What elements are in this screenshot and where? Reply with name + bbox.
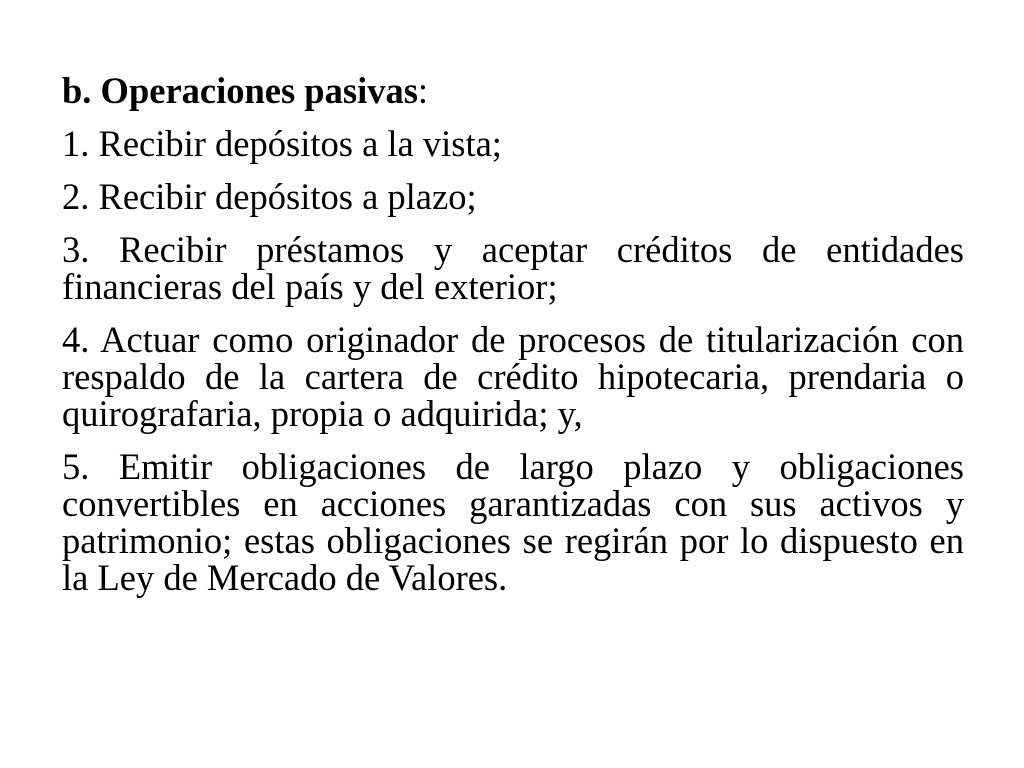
section-heading xyxy=(62,72,964,109)
section-heading-title: b. Operaciones pasivas xyxy=(62,70,418,111)
list-item-1: 1. Recibir depósitos a la vista; xyxy=(62,123,502,164)
list-item-4: 4. Actuar como originador de procesos de titularización con respaldo de la cartera de crédito hipotecaria, prendaria o quirografaria, propia o adquirida; y, xyxy=(62,319,964,434)
list-item-3: 3. Recibir préstamos y aceptar créditos de entidades financieras del país y del exterior; xyxy=(62,229,964,307)
list-item-2: 2. Recibir depósitos a plazo; xyxy=(62,176,477,217)
section-heading-colon: : xyxy=(417,70,429,111)
list-item-5: 5. Emitir obligaciones de largo plazo y obligaciones convertibles en acciones garantizadas con sus activos y patrimonio; estas obligaciones se regirán por lo dispuesto en la Ley de Mercado de Valores. xyxy=(62,446,964,598)
slide-content xyxy=(62,72,964,612)
